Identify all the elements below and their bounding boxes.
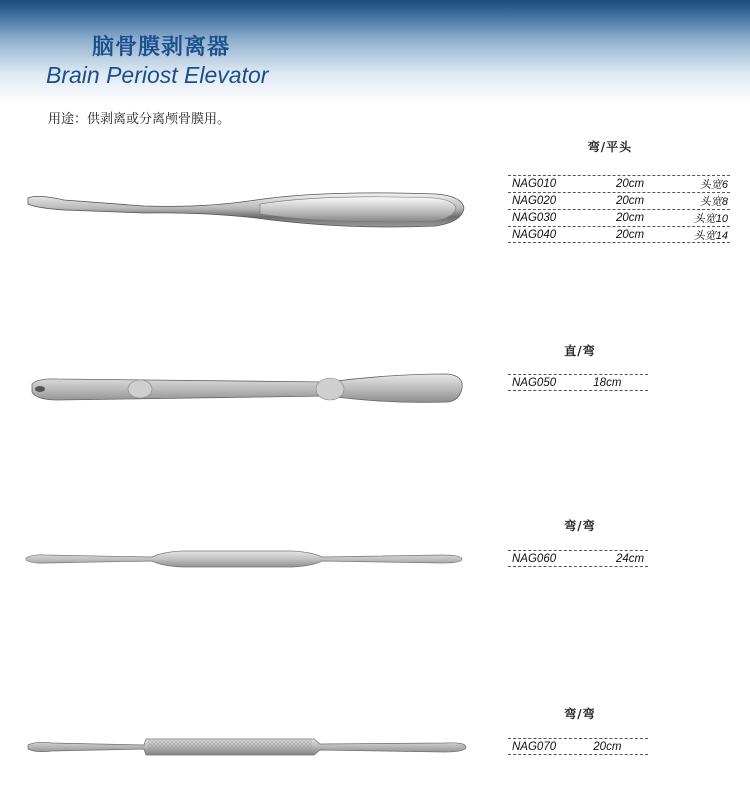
group-title-1: 弯/平头 (587, 140, 633, 154)
instrument-image-nag070 (24, 734, 470, 760)
group-title-2: 直/弯 (564, 344, 596, 358)
table-row (508, 226, 730, 243)
table-row (508, 374, 648, 391)
table-row (508, 209, 730, 226)
product-code: NAG030 (512, 212, 557, 224)
product-length: 20cm (616, 212, 645, 224)
table-row (508, 175, 730, 192)
spec-table-1 (508, 175, 730, 243)
product-length: 20cm (616, 228, 645, 241)
usage-description: 用途：供剥离或分离颅骨膜用。 (48, 112, 231, 127)
head-width: 头宽14 (693, 229, 728, 242)
instrument-image-nag050 (28, 370, 466, 408)
table-row (508, 550, 648, 567)
group-title-3: 弯/弯 (564, 519, 596, 533)
product-length: 20cm (593, 740, 622, 753)
head-width: 头宽8 (699, 196, 728, 208)
product-code: NAG050 (512, 376, 557, 389)
product-code: NAG010 (512, 178, 557, 190)
product-code: NAG020 (512, 195, 557, 207)
instrument-image-nag060 (22, 546, 466, 572)
page-title-english: Brain Periost Elevator (46, 62, 269, 88)
page-title-chinese: 脑骨膜剥离器 (92, 35, 231, 60)
product-length: 20cm (616, 195, 645, 207)
product-length: 24cm (616, 552, 645, 565)
spec-table-4 (508, 738, 648, 755)
head-width: 头宽6 (699, 179, 728, 191)
spec-table-2 (508, 374, 648, 391)
head-width: 头宽10 (693, 213, 728, 225)
product-length: 18cm (593, 376, 622, 389)
product-code: NAG040 (512, 228, 557, 241)
product-length: 20cm (616, 178, 645, 190)
table-row (508, 738, 648, 755)
spec-table-3 (508, 550, 648, 567)
instrument-image-nag010 (24, 186, 468, 234)
table-row (508, 192, 730, 209)
product-code: NAG060 (512, 552, 557, 565)
group-title-4: 弯/弯 (564, 707, 596, 721)
product-code: NAG070 (512, 740, 557, 753)
